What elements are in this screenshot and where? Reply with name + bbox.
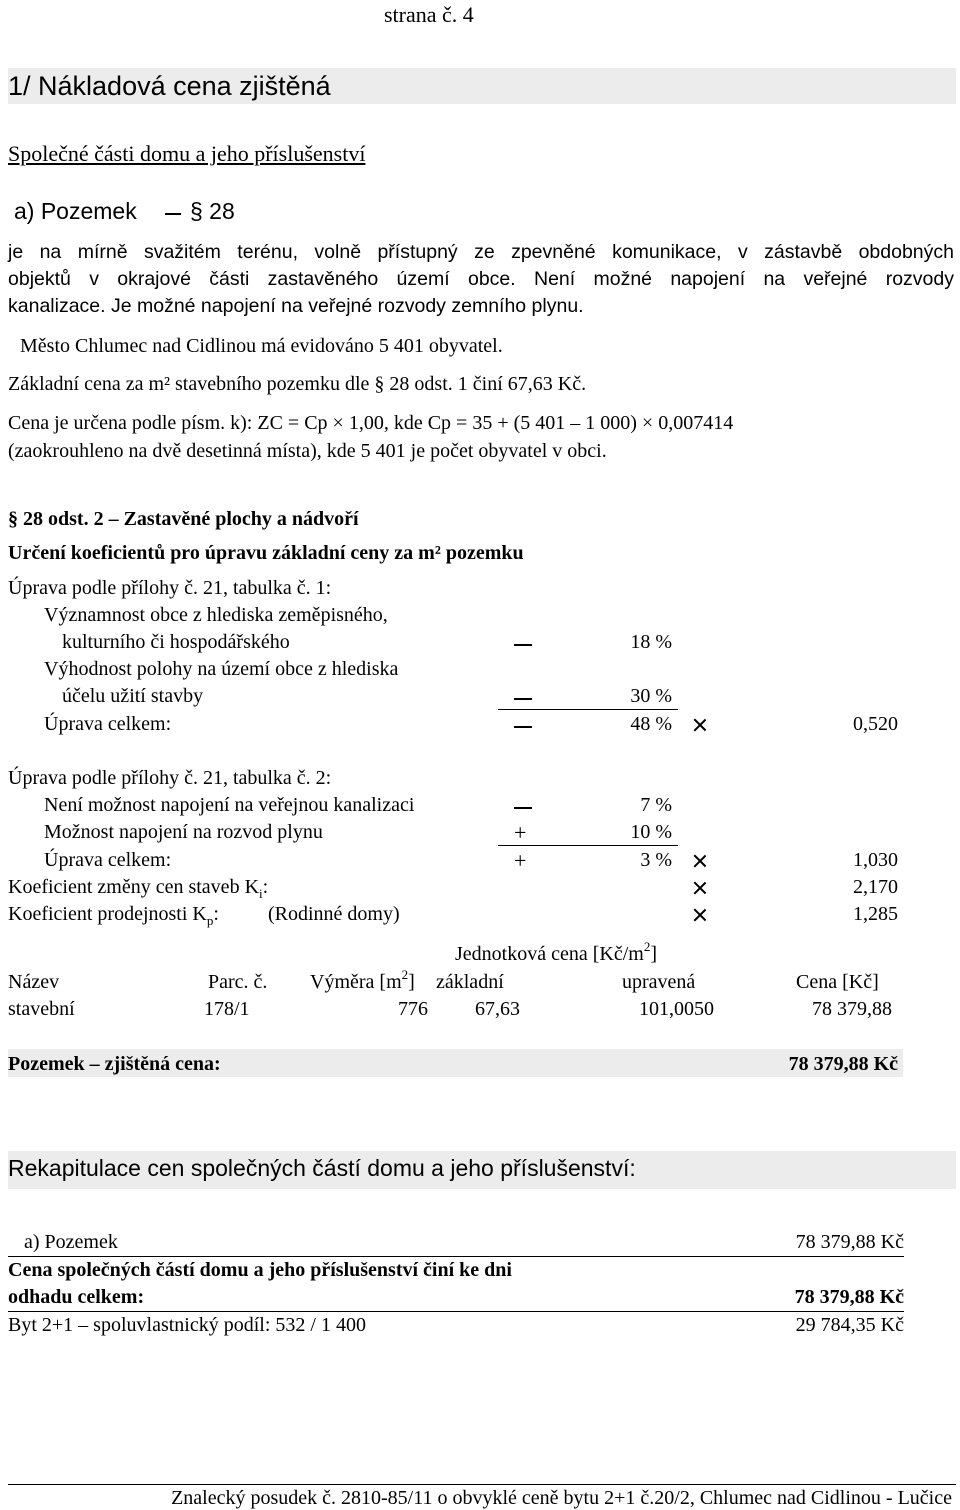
minus-sign (514, 698, 532, 700)
formula-text: Cena je určena podle písm. k): ZC = Cp × 1,00, kde Cp = 35 + (5 401 – 1 000) × 0,007414 (8, 412, 734, 434)
multiply-icon (693, 908, 707, 922)
multiply-icon (693, 854, 707, 868)
section-28-heading: § 28 odst. 2 – Zastavěné plochy a nádvoří (8, 508, 359, 530)
recap-item-underline (8, 1256, 904, 1257)
table1-row1-label: Významnost obce z hlediska zeměpisného, (44, 604, 388, 626)
minus-sign (514, 644, 532, 646)
col-parc: Parc. č. (208, 971, 268, 993)
table2-row2-value: 10 % (630, 821, 672, 843)
ki-value: 2,170 (853, 876, 898, 898)
row-vymera: 776 (398, 998, 428, 1020)
table2-row2-label: Možnost napojení na rozvod plynu (44, 821, 323, 843)
pozemek-heading: a) Pozemek (14, 198, 137, 224)
row-parc: 178/1 (204, 998, 250, 1020)
table1-total-label: Úprava celkem: (44, 713, 172, 735)
table2-coefficient: 1,030 (853, 849, 898, 871)
recap-total-label-cont: odhadu celkem: (8, 1286, 145, 1308)
footer-text: Znalecký posudek č. 2810-85/11 o obvyklé ceně bytu 2+1 č.20/2, Chlumec nad Cidlinou - Lučice (171, 1487, 952, 1509)
kp-value: 1,285 (853, 903, 898, 925)
unit-price-header: Jednotková cena $[Kč/m^2]$ (455, 939, 657, 965)
table2-row1-label: Není možnost napojení na veřejnou kanalizaci (44, 794, 415, 816)
kp-label: Koeficient prodejnosti $K_p$: (8, 903, 219, 928)
table2-row1-value: 7 % (640, 794, 672, 816)
pozemek-total-label: Pozemek – zjištěná cena: (8, 1053, 221, 1075)
minus-sign (514, 807, 532, 809)
col-vymera: Výměra $[m^2]$ (310, 967, 415, 993)
col-nazev: Název (8, 971, 60, 993)
col-zakladni: základní (436, 971, 504, 993)
table1-total-value: 48 % (630, 713, 672, 735)
table2-total-label: Úprava celkem: (44, 849, 172, 871)
recap-item-value: 78 379,88 Kč (795, 1231, 904, 1253)
recap-item-label: a) Pozemek (24, 1231, 118, 1253)
base-price-text: Základní cena za m² stavebního pozemku dle § 28 odst. 1 činí 67,63 Kč. (8, 373, 587, 395)
coefficient-heading: Určení koeficientů pro úpravu základní ceny za m² pozemku (8, 542, 524, 564)
formula-note: (zaokrouhleno na dvě desetinná místa), kde 5 401 je počet obyvatel v obci. (8, 440, 607, 462)
col-upravena: upravená (622, 971, 696, 993)
section-heading: Společné části domu a jeho příslušenství (8, 141, 366, 166)
footer-divider (8, 1484, 956, 1485)
multiply-icon (693, 881, 707, 895)
row-zakladni: 67,63 (475, 998, 520, 1020)
table1-sum-line (498, 709, 678, 710)
pozemek-total-value: 78 379,88 Kč (788, 1053, 898, 1075)
table1-row1-label-cont: kulturního či hospodářského (62, 631, 290, 653)
page-number: strana č. 4 (384, 2, 474, 27)
pozemek-line-3: kanalizace. Je možné napojení na veřejné rozvody zemního plynu. (8, 295, 584, 317)
table1-row2-label-cont: účelu užití stavby (62, 685, 204, 707)
recap-heading: Rekapitulace cen společných částí domu a jeho příslušenství: (8, 1155, 636, 1181)
table1-caption: Úprava podle přílohy č. 21, tabulka č. 1: (8, 577, 332, 599)
row-nazev: stavební (8, 998, 75, 1020)
paragraph-symbol-28: § 28 (190, 198, 235, 224)
share-label: Byt 2+1 – spoluvlastnický podíl: 532 / 1 400 (8, 1314, 366, 1336)
multiply-icon (693, 718, 707, 732)
plus-sign: + (514, 820, 527, 845)
page-title: 1/ Nákladová cena zjištěná (8, 68, 956, 104)
col-cena: Cena [Kč] (796, 971, 879, 993)
table2-total-value: 3 % (640, 849, 672, 871)
table1-row2-label: Výhodnost polohy na území obce z hlediska (44, 658, 399, 680)
kp-note: (Rodinné domy) (268, 903, 400, 925)
table1-coefficient: 0,520 (853, 713, 898, 735)
plus-sign: + (514, 848, 527, 873)
table1-row1-value: 18 % (630, 631, 672, 653)
dash (165, 213, 181, 215)
pozemek-line-2: objektů v okrajové části zastavěného území obce. Není možné napojení na veřejné rozvody (8, 268, 954, 290)
share-value: 29 784,35 Kč (795, 1314, 904, 1336)
minus-sign (514, 726, 532, 728)
recap-total-underline (8, 1311, 904, 1312)
pozemek-line-1: je na mírně svažitém terénu, volně přístupný ze zpevněné komunikace, v zástavbě obdobných (8, 241, 954, 263)
population-text: Město Chlumec nad Cidlinou má evidováno 5 401 obyvatel. (20, 335, 503, 357)
table1-row2-value: 30 % (630, 685, 672, 707)
table2-sum-line (498, 845, 678, 846)
row-upravena: 101,0050 (639, 998, 714, 1020)
recap-total-value: 78 379,88 Kč (794, 1286, 904, 1308)
recap-total-label: Cena společných částí domu a jeho příslušenství činí ke dni (8, 1259, 512, 1281)
table2-caption: Úprava podle přílohy č. 21, tabulka č. 2: (8, 767, 332, 789)
ki-label: Koeficient změny cen staveb $K_i$: (8, 876, 269, 901)
row-cena: 78 379,88 (812, 998, 892, 1020)
